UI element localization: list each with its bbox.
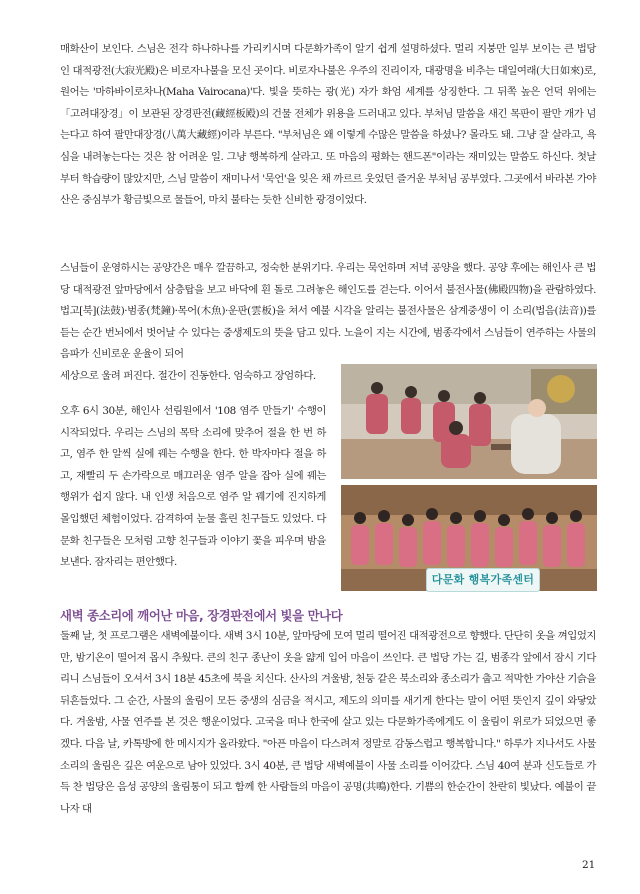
body-paragraph-prayer-beads: 오후 6시 30분, 해인사 선림원에서 '108 염주 만들기' 수행이 시작되었다. 우리는 스님의 목탁 소리에 맞추어 절을 한 번 하고, 염주 한 알씩 실에 꿰는 수행을 한다. 한 박자마다 절을 하고, 재빨리 두 손가락으로 매끄러운 염주 알을 잡아 실에 꿰는 행위가 쉽지 않다. 내 인생 처음으로 염주 알 꿰기에 진지하게 몰입했던 체험이었다. 감격하여 눈물 흘린 친구들도 있었다. 다문화 친구들은 모처럼 고향 친구들과 이야기 꽃을 피우며 밤을 보낸다. 잠자리는 편안했다. xyxy=(60,405,326,569)
photo-monk-prayer-beads-image xyxy=(341,364,597,479)
photo-monk-prayer-beads xyxy=(341,364,597,479)
body-paragraph-resonance: 세상으로 울려 퍼진다. 절간이 진동한다. 엄숙하고 장엄하다. xyxy=(60,370,316,382)
body-paragraph-evening-meal: 스님들이 운영하시는 공양간은 매우 깔끔하고, 정숙한 분위기다. 우리는 묵언하며 저녁 공양을 했다. 공양 후에는 해인사 큰 법당 대적광전 앞마당에서 삼층탑을 보고 바닥에 흰 돌로 그려놓은 해인도를 걷는다. 이어서 불전사물(佛殿四物)을 관람하였다. 법고[북](法鼓)·범종(梵鐘)·목어(木魚)·운판(雲板)을 쳐서 예불 시각을 알리는 불전사물은 삼계중생이 이 소리(법음(法音))를 듣는 순간 번뇌에서 벗어날 수 있다는 중생제도의 뜻을 담고 있다. 노을이 지는 시간에, 범종각에서 스님들이 연주하는 사물의 음파가 신비로운 운율이 되어 xyxy=(60,262,596,361)
section-heading: 새벽 종소리에 깨어난 마음, 장경판전에서 빛을 만나다 xyxy=(60,608,343,623)
page-number: 21 xyxy=(582,859,596,871)
photo-banner-text: 다문화 행복가족센터 xyxy=(426,568,540,592)
body-paragraph-dawn-service: 둘째 날, 첫 프로그램은 새벽예불이다. 새벽 3시 10분, 앞마당에 모여 멀리 떨어진 대적광전으로 향했다. 단단히 옷을 껴입었지만, 밤기온이 떨어져 몹시 추웠다. 큰의 친구 종난이 옷을 얇게 입어 마음이 쓰인다. 큰 법당 가는 길, 범종각 앞에서 잠시 기다리니 스님들이 오셔서 3시 18분 45초에 북을 치신다. 산사의 겨울밤, 천둥 같은 북소리와 종소리가 춥고 적막한 가야산 기슭을 뒤흔들었다. 그 순간, 사물의 울림이 모든 중생의 심금을 적시고, 제도의 의미를 새기게 한다는 말이 어떤 뜻인지 깊이 와닿았다. 겨울밤, 사물 연주를 본 것은 행운이었다. 고국을 떠나 한국에 살고 있는 다문화가족에게도 이 울림이 위로가 되었으면 좋겠다. 다음 날, 카톡방에 한 메시지가 올라왔다. "아픈 마음이 다스려져 정말로 감동스럽고 행복합니다." 하루가 지나서도 사물 소리의 울림은 깊은 여운으로 남아 있었다. 3시 40분, 큰 법당 새벽예불이 사물 소리를 이어갔다. 스님 40여 분과 신도들로 가득 찬 법당은 음성 공양의 울림통이 되고 함께 한 사람들의 마음이 공명(共鳴)한다. 기쁨의 한순간이 찬란히 빛났다. 예불이 끝나자 대 xyxy=(60,630,596,815)
body-paragraph-temple-tour: 매화산이 보인다. 스님은 전각 하나하나를 가리키시며 다문화가족이 알기 쉽게 설명하셨다. 멀리 지붕만 일부 보이는 큰 법당인 대적광전(大寂光殿)은 비로자나불을 모신 곳이다. 비로자나불은 우주의 진리이자, 대광명을 비추는 대일여래(大日如來)로, 원어는 '마하바이로차나(Maha Vairocana)'다. 빛을 뜻하는 광(光) 자가 화엄 세계를 상징한다. 그 뒤쪽 높은 언덕 위에는 「고려대장경」이 보관된 장경판전(藏經板殿)의 건물 전체가 위용을 드러내고 있다. 부처님 말씀을 새긴 목판이 팔만 개가 넘는다고 하여 팔만대장경(八萬大藏經)이라 부른다. "부처님은 왜 이렇게 수많은 말씀을 하셨나? 몰라도 돼. 그냥 잘 살라고, 욕심을 내려놓는다는 것은 참 어려운 일. 그냥 행복하게 살라고. 또 마음의 평화는 핸드폰"이라는 재미있는 말씀도 하신다. 첫날부터 학습량이 많았지만, 스님 말씀이 재미나서 '묵언'을 잊은 채 까르르 웃었던 즐거운 부처님 공부였다. 그곳에서 바라본 가야산은 중심부가 황금빛으로 물들어, 마치 불타는 듯한 신비한 광경이었다. xyxy=(60,43,596,207)
